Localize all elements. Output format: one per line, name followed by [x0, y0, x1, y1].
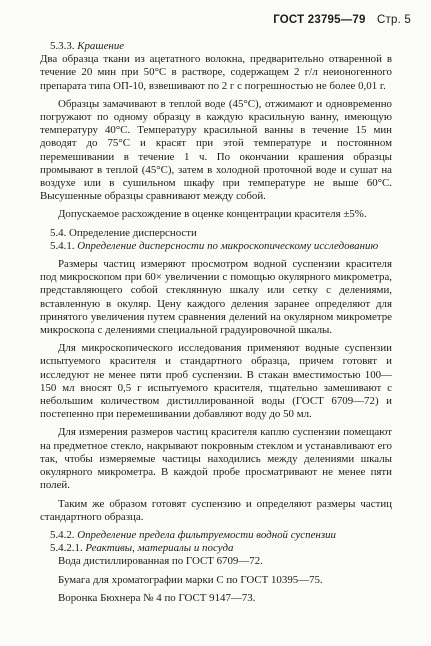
paragraph: Для микроскопического исследования применяют водные суспензии испытуемого красителя и стандартного образца, причем готовят и исследуют не менее пяти проб суспензии. В стакан вместимостью 100—150 мл вносят 0,5 г испытуемого красителя, тщательно замешивают с небольшим количеством дистиллированной воды (ГОСТ 6709—72) и постепенно при перемешивании добавляют воду до 50 мл.: [40, 342, 392, 421]
section-title: Крашение: [77, 40, 125, 52]
document-body: [40, 40, 392, 610]
paragraph: Образцы замачивают в теплой воде (45°С), отжимают и одновременно погружают по одному образцу в каждую красильную ванну, имеющую температуру 40°С. Температуру красильной ванны в течение 15 мин доводят до 75°С и красят при этой температуре и постоянном перемешивании в течение 1 ч. По окончании крашения образцы промывают в теплой (45°С), затем в холодной проточной воде и сушат на воздухе или в сушильном шкафу при температуре не выше 60°С. Высушенные образцы сравнивают между собой.: [40, 97, 392, 203]
section-title: Определение предела фильтруемости водной суспензии: [77, 528, 336, 541]
section-5-4-2-1-heading: [40, 542, 392, 555]
section-5-4-1-heading: [40, 240, 392, 253]
section-5-3-3-heading: [40, 40, 392, 53]
section-number: 5.4.2.: [50, 528, 75, 541]
paragraph: Для измерения размеров частиц красителя каплю суспензии помещают на предметное стекло, накрывают покровным стеклом и устанавливают его так, чтобы измеряемые частицы находились между делениями шкалы окулярного микрометра. В каждой пробе просматривают не менее пяти полей.: [40, 426, 392, 492]
standard-number: ГОСТ 23795—79: [273, 14, 366, 26]
page-number: Стр. 5: [377, 14, 411, 26]
section-5-4-2-heading: [40, 529, 392, 542]
list-item: Воронка Бюхнера № 4 по ГОСТ 9147—73.: [58, 591, 256, 604]
section-title: Определение дисперсности по микроскопическому исследованию: [77, 239, 379, 252]
list-item: Бумага для хроматографии марки С по ГОСТ 10395—75.: [58, 573, 323, 586]
section-number: 5.3.3.: [50, 40, 75, 52]
page-header: [273, 14, 411, 26]
list-item: Вода дистиллированная по ГОСТ 6709—72.: [58, 555, 263, 568]
section-number: 5.4.1.: [50, 239, 75, 252]
section-title: Реактивы, материалы и посуда: [85, 542, 234, 555]
paragraph: Два образца ткани из ацетатного волокна, предварительно отваренной в течение 20 мин при 50°С в растворе, содержащем 2 г/л неионогенного препарата типа ОП-10, взвешивают по 2 г с погрешностью не более 0,01 г.: [40, 53, 392, 92]
paragraph: Допускаемое расхождение в оценке концентрации красителя ±5%.: [58, 208, 367, 221]
paragraph: Размеры частиц измеряют просмотром водной суспензии красителя под микроскопом при 60× увеличении с помощью окулярного микрометра, представляющего собой стеклянную шкалу или сетку с делениями, вставленную в окуляр. Цену каждого деления заранее определяют для принятого увеличения путем сравнения делений на окулярном микрометре микроскопа с делениями специальной градуировочной шкалы.: [40, 258, 392, 337]
section-number: 5.4.2.1.: [50, 542, 83, 555]
paragraph: Таким же образом готовят суспензию и определяют размеры частиц стандартного образца.: [40, 497, 392, 523]
section-5-4-heading: 5.4. Определение дисперсности: [50, 226, 197, 239]
